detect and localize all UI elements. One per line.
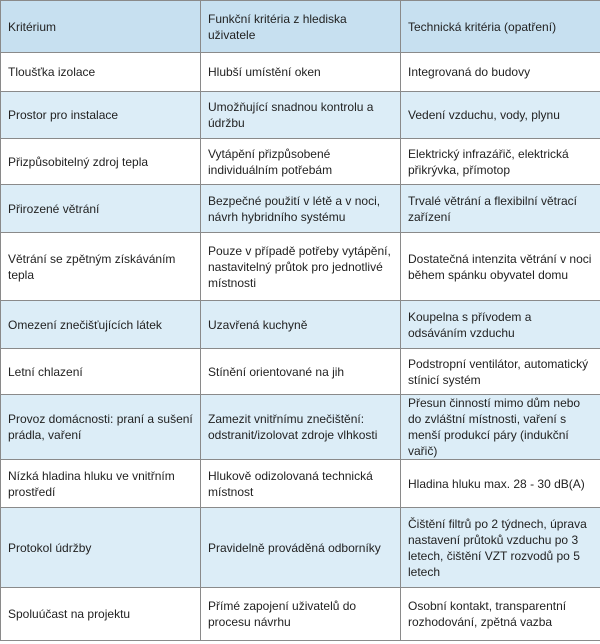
table-row [1,349,600,395]
cell-technical: Podstropní ventilátor, automatický stínicí systém [401,349,600,395]
header-row [1,1,600,53]
table-row [1,460,600,508]
cell-technical: Trvalé větrání a flexibilní větrací zařízení [401,185,600,233]
cell-functional: Hlukově odizolovaná technická místnost [201,460,401,508]
cell-criterion: Provoz domácnosti: praní a sušení prádla, vaření [1,395,201,460]
table-row [1,139,600,185]
cell-functional: Bezpečné použití v létě a v noci, návrh hybridního systému [201,185,401,233]
cell-criterion: Omezení znečišťujících látek [1,301,201,349]
cell-functional: Zamezit vnitřnímu znečištění: odstranit/izolovat zdroje vlhkosti [201,395,401,460]
cell-criterion: Přizpůsobitelný zdroj tepla [1,139,201,185]
cell-technical: Vedení vzduchu, vody, plynu [401,92,600,139]
cell-technical: Dostatečná intenzita větrání v noci během spánku obyvatel domu [401,233,600,301]
cell-criterion: Spoluúčast na projektu [1,588,201,641]
table-row [1,92,600,139]
header-functional-criteria: Funkční kritéria z hlediska uživatele [201,1,401,53]
table-row [1,395,600,460]
cell-technical: Integrovaná do budovy [401,53,600,92]
cell-functional: Stínění orientované na jih [201,349,401,395]
cell-technical: Koupelna s přívodem a odsáváním vzduchu [401,301,600,349]
table-row [1,301,600,349]
table-row [1,508,600,588]
cell-technical: Osobní kontakt, transparentní rozhodování, zpětná vazba [401,588,600,641]
cell-functional: Přímé zapojení uživatelů do procesu návrhu [201,588,401,641]
table-row [1,233,600,301]
cell-criterion: Přirozené větrání [1,185,201,233]
cell-technical: Elektrický infrazářič, elektrická přikrývka, přímotop [401,139,600,185]
cell-criterion: Protokol údržby [1,508,201,588]
table-row [1,53,600,92]
cell-functional: Umožňující snadnou kontrolu a údržbu [201,92,401,139]
cell-criterion: Prostor pro instalace [1,92,201,139]
cell-functional: Uzavřená kuchyně [201,301,401,349]
cell-technical: Čištění filtrů po 2 týdnech, úprava nastavení průtoků vzduchu po 3 letech, čištění VZT rozvodů po 5 letech [401,508,600,588]
cell-functional: Pravidelně prováděná odborníky [201,508,401,588]
cell-technical: Přesun činností mimo dům nebo do zvláštní místnosti, vaření s menší produkcí páry (indukční vařič) [401,395,600,460]
header-criterion: Kritérium [1,1,201,53]
table-row [1,588,600,641]
cell-criterion: Nízká hladina hluku ve vnitřním prostředí [1,460,201,508]
cell-criterion: Letní chlazení [1,349,201,395]
cell-functional: Pouze v případě potřeby vytápění, nastavitelný průtok pro jednotlivé místnosti [201,233,401,301]
header-technical-criteria: Technická kritéria (opatření) [401,1,600,53]
cell-criterion: Tloušťka izolace [1,53,201,92]
cell-functional: Vytápění přizpůsobené individuálním potřebám [201,139,401,185]
table-row [1,185,600,233]
cell-technical: Hladina hluku max. 28 - 30 dB(A) [401,460,600,508]
cell-criterion: Větrání se zpětným získáváním tepla [1,233,201,301]
cell-functional: Hlubší umístění oken [201,53,401,92]
